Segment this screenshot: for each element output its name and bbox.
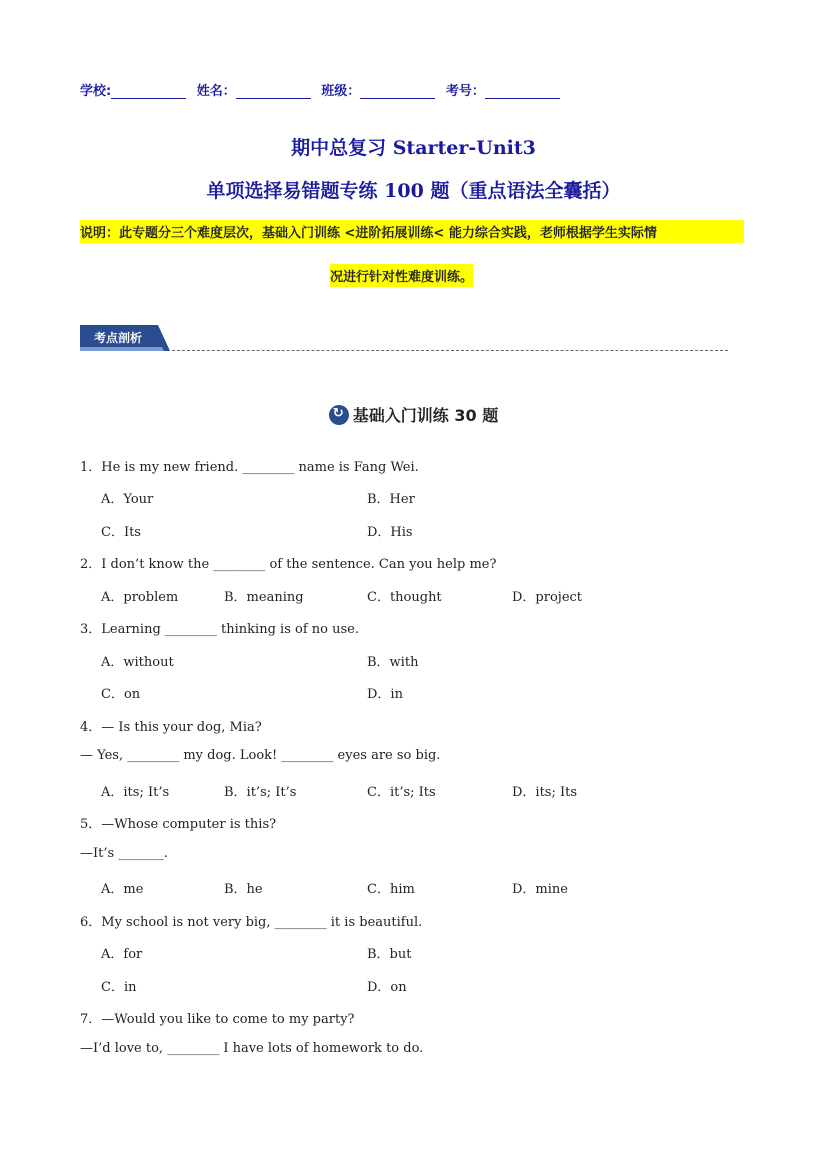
question-5-option-d[interactable]: D．mine <box>512 882 568 897</box>
question-1-option-d[interactable]: D．His <box>367 525 413 540</box>
class-blank[interactable] <box>360 84 435 99</box>
question-4-option-c[interactable]: C．it’s; Its <box>367 785 436 800</box>
question-2-stem: 2．I don’t know the ________ of the sentence. Can you help me? <box>80 557 497 572</box>
question-3-option-b[interactable]: B．with <box>367 655 419 670</box>
school-blank[interactable] <box>111 84 186 99</box>
question-4-option-b[interactable]: B．it’s; It’s <box>224 785 297 800</box>
question-2-option-c[interactable]: C．thought <box>367 590 442 605</box>
question-2-option-b[interactable]: B．meaning <box>224 590 304 605</box>
section-heading-text: 基础入门训练 30 题 <box>352 406 499 425</box>
question-1-stem: 1．He is my new friend. ________ name is Fang Wei. <box>80 460 419 475</box>
question-5-stem: 5．—Whose computer is this? <box>80 817 277 832</box>
page-subtitle: 单项选择易错题专练 100 题（重点语法全囊括） <box>206 180 621 202</box>
exam-no-label: 考号： <box>445 84 485 99</box>
refresh-circle-icon <box>329 405 349 425</box>
section-tag-label: 考点剖析 <box>94 331 143 345</box>
page-title: 期中总复习 Starter-Unit3 <box>291 137 536 159</box>
question-4-option-a[interactable]: A．its; It’s <box>101 785 170 800</box>
question-7-stem: 7．—Would you like to come to my party? <box>80 1012 355 1027</box>
question-6-option-d[interactable]: D．on <box>367 980 407 995</box>
question-6-option-b[interactable]: B．but <box>367 947 412 962</box>
question-3-stem: 3．Learning ________ thinking is of no use. <box>80 622 359 637</box>
question-7-stem-reply: —I’d love to, ________ I have lots of homework to do. <box>80 1041 424 1056</box>
school-label: 学校: <box>80 84 112 99</box>
question-5-option-c[interactable]: C．him <box>367 882 415 897</box>
question-2-option-d[interactable]: D．project <box>512 590 583 605</box>
class-label: 班级： <box>321 84 361 99</box>
section-heading <box>0 403 827 426</box>
instruction-note-line1: 说明：此专题分三个难度层次，基础入门训练 <进阶拓展训练< 能力综合实践，老师根据学生实际情 <box>80 220 744 243</box>
question-4-stem-reply: — Yes, ________ my dog. Look! ________ eyes are so big. <box>80 748 441 763</box>
name-blank[interactable] <box>236 84 311 99</box>
question-5-option-b[interactable]: B．he <box>224 882 263 897</box>
exam-no-blank[interactable] <box>485 84 560 99</box>
question-6-option-a[interactable]: A．for <box>101 947 143 962</box>
question-6-option-c[interactable]: C．in <box>101 980 137 995</box>
question-3-option-a[interactable]: A．without <box>101 655 174 670</box>
question-2-option-a[interactable]: A．problem <box>101 590 179 605</box>
question-1-option-b[interactable]: B．Her <box>367 492 415 507</box>
question-4-stem: 4．— Is this your dog, Mia? <box>80 720 262 735</box>
dashed-divider <box>172 350 728 351</box>
instruction-note-line2: 况进行针对性难度训练。 <box>330 264 473 287</box>
question-3-option-d[interactable]: D．in <box>367 687 403 702</box>
question-3-option-c[interactable]: C．on <box>101 687 141 702</box>
question-1-option-c[interactable]: C．Its <box>101 525 141 540</box>
section-tag-badge <box>80 325 170 351</box>
question-4-option-d[interactable]: D．its; Its <box>512 785 578 800</box>
question-1-option-a[interactable]: A．Your <box>101 492 154 507</box>
student-info-line <box>80 80 566 99</box>
name-label: 姓名： <box>196 84 236 99</box>
question-6-stem: 6．My school is not very big, ________ it is beautiful. <box>80 915 423 930</box>
question-5-stem-reply: —It’s _______. <box>80 846 168 861</box>
question-5-option-a[interactable]: A．me <box>101 882 144 897</box>
